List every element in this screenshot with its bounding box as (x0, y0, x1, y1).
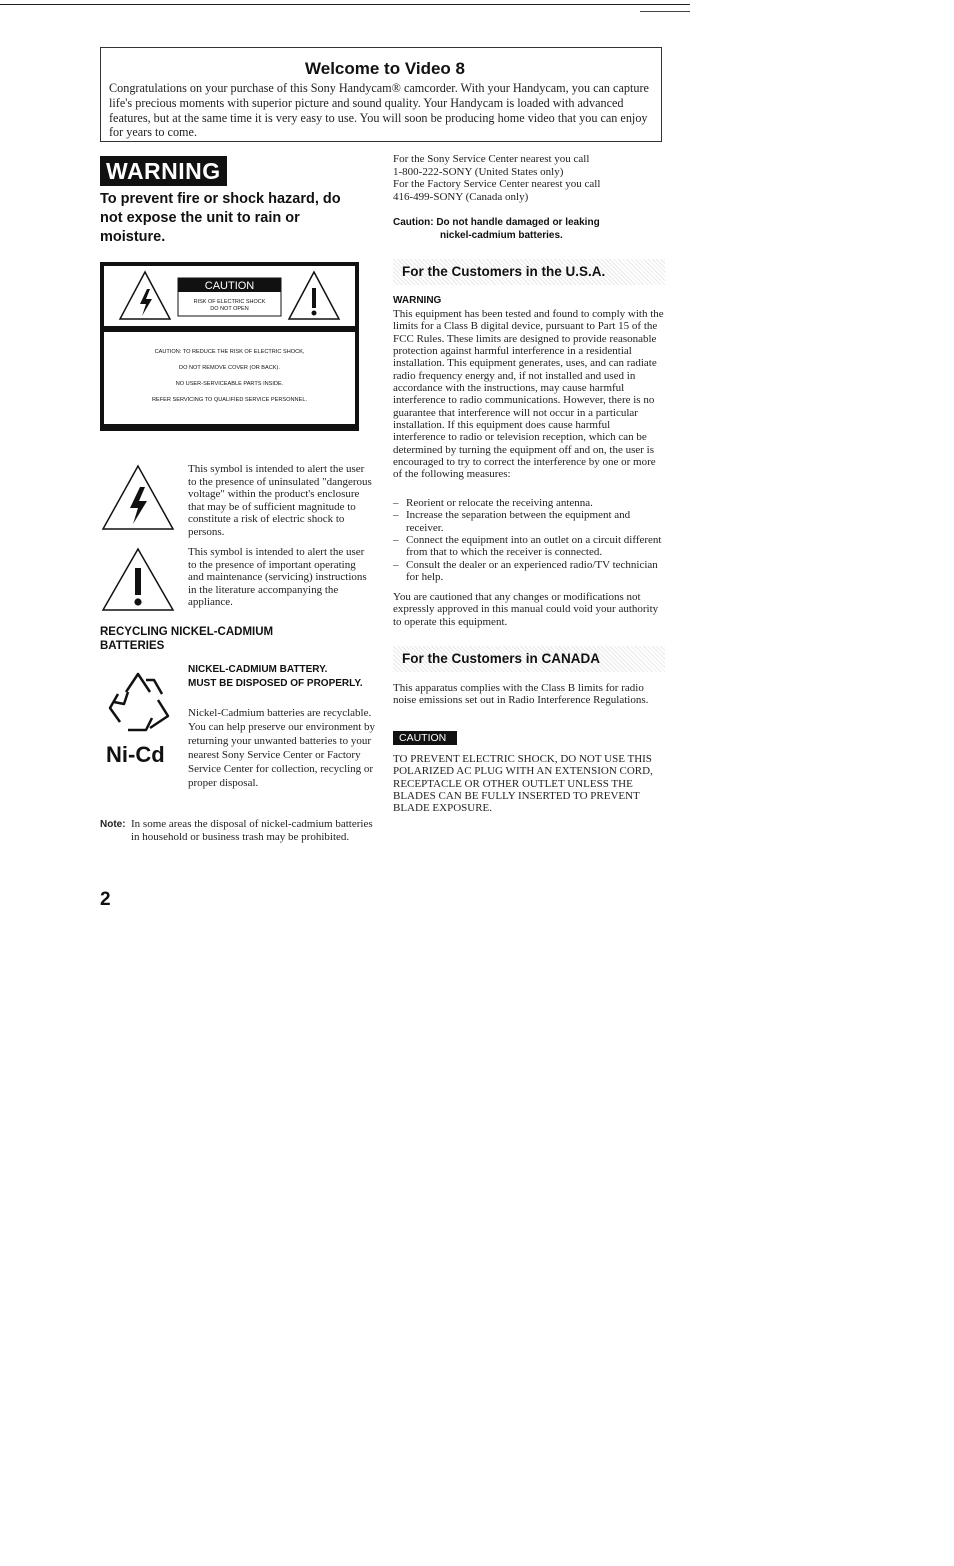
note-body: In some areas the disposal of nickel-cadmium batteries in household or business trash may be prohibited. (131, 818, 373, 843)
recycling-title-line2: BATTERIES (100, 639, 165, 652)
recycling-title (100, 626, 273, 653)
canada-body: This apparatus complies with the Class B limits for radio noise emissions set out in Radio Interference Regulations. (393, 682, 649, 707)
fcc-caution-text: You are cautioned that any changes or modifications not expressly approved in this manual could void your authority to operate this equipment. (393, 591, 659, 628)
caution-label-line1: CAUTION: TO REDUCE THE RISK OF ELECTRIC SHOCK, (154, 349, 305, 355)
warning-badge: WARNING (100, 156, 227, 186)
list-item: – Consult the dealer or an experienced radio/TV technician for help. (393, 559, 665, 584)
service-line4: 416-499-SONY (Canada only) (393, 190, 529, 203)
battery-caution (393, 216, 665, 242)
list-item: – Reorient or relocate the receiving antenna. (393, 497, 665, 509)
canada-heading: For the Customers in CANADA (402, 651, 601, 666)
nicd-heading-line1: NICKEL-CADMIUM BATTERY. (188, 664, 328, 675)
battery-caution-line2: nickel-cadmium batteries. (440, 230, 563, 241)
top-rule (0, 4, 690, 5)
canada-heading-banner (393, 646, 665, 672)
warning-title: To prevent fire or shock hazard, do not expose the unit to rain or moisture. (100, 191, 341, 245)
caution-label-risk-1: RISK OF ELECTRIC SHOCK (193, 299, 266, 305)
exclamation-triangle-icon (100, 546, 176, 614)
voltage-symbol-block (100, 463, 372, 541)
voltage-symbol-text: This symbol is intended to alert the user to the presence of uninsulated "dangerous voltage" within the product's enclosure that may be of sufficient magnitude to constitute a risk of electric shock to persons. (188, 463, 372, 538)
lightning-triangle-icon (100, 463, 176, 533)
exclamation-symbol-text: This symbol is intended to alert the user to the presence of important operating and maintenance (servicing) instructions in the literature accompanying the appliance. (188, 546, 367, 609)
welcome-title: Welcome to Video 8 (305, 59, 465, 78)
list-item: – Connect the equipment into an outlet on a circuit different from that to which the receiver is connected. (393, 534, 665, 559)
page-number: 2 (100, 889, 111, 910)
fcc-measures-list (393, 497, 665, 583)
usa-heading-banner (393, 259, 665, 285)
recycle-icon (106, 670, 172, 741)
battery-caution-line1: Caution: Do not handle damaged or leaking (393, 217, 600, 228)
fcc-warning-label: WARNING (393, 295, 442, 306)
nicd-heading (188, 663, 363, 690)
caution-label-line2: DO NOT REMOVE COVER (OR BACK). (179, 365, 280, 371)
list-item: – Increase the separation between the equipment and receiver. (393, 509, 665, 534)
note-label: Note: (100, 819, 126, 830)
caution-label-header: CAUTION (204, 280, 255, 292)
welcome-box (100, 47, 662, 142)
top-rule-short (640, 11, 690, 12)
welcome-body: Congratulations on your purchase of this Sony Handycam® camcorder. With your Handycam, you can capture life's precious moments with superior picture and sound quality. Your Handycam is loaded with advanced features, but at the same time it is very easy to use. You will soon be producing home video that you can enjoy for years to come. (109, 81, 649, 140)
service-line2: 1-800-222-SONY (United States only) (393, 165, 564, 178)
exclamation-symbol-block (100, 546, 372, 618)
disposal-note (100, 818, 380, 844)
service-line3: For the Factory Service Center nearest you call (393, 178, 601, 191)
nicd-logo-text: Ni-Cd (106, 742, 165, 767)
caution-label-graphic (100, 262, 359, 431)
service-center-info (393, 153, 665, 203)
canada-caution-badge: CAUTION (393, 731, 457, 745)
nicd-body: Nickel-Cadmium batteries are recyclable. You can help preserve our environment by returning your unwanted batteries to your nearest Sony Service Center or Factory Service Center for collection, recycling or proper disposal. (188, 707, 376, 790)
canada-caution-text: TO PREVENT ELECTRIC SHOCK, DO NOT USE THIS POLARIZED AC PLUG WITH AN EXTENSION CORD, RECEPTACLE OR OTHER OUTLET UNLESS THE BLADES CAN BE FULLY INSERTED TO PREVENT BLADE EXPOSURE. (393, 753, 653, 815)
recycling-title-line1: RECYCLING NICKEL-CADMIUM (100, 626, 274, 638)
usa-heading: For the Customers in the U.S.A. (402, 264, 606, 279)
nicd-heading-line2: MUST BE DISPOSED OF PROPERLY. (188, 677, 363, 689)
fcc-body: This equipment has been tested and found to comply with the limits for a Class B digital device, pursuant to Part 15 of the FCC Rules. These limits are designed to provide reasonable protection against harmful interference in a residential installation. This equipment generates, uses, and can radiate radio frequency energy and, if not installed and used in accordance with the instructions, may cause harmful interference to radio communications. However, there is no guarantee that interference will not occur in a particular installation. If this equipment does cause harmful interference to radio or television reception, which can be determined by turning the equipment off and on, the user is encouraged to try to correct the interference by one or more of the following measures: (393, 308, 664, 481)
caution-label-line4: REFER SERVICING TO QUALIFIED SERVICE PERSONNEL. (151, 397, 308, 403)
caution-label-line3: NO USER-SERVICEABLE PARTS INSIDE. (175, 381, 284, 387)
caution-label-risk-2: DO NOT OPEN (210, 306, 249, 312)
service-line1: For the Sony Service Center nearest you call (393, 153, 590, 165)
